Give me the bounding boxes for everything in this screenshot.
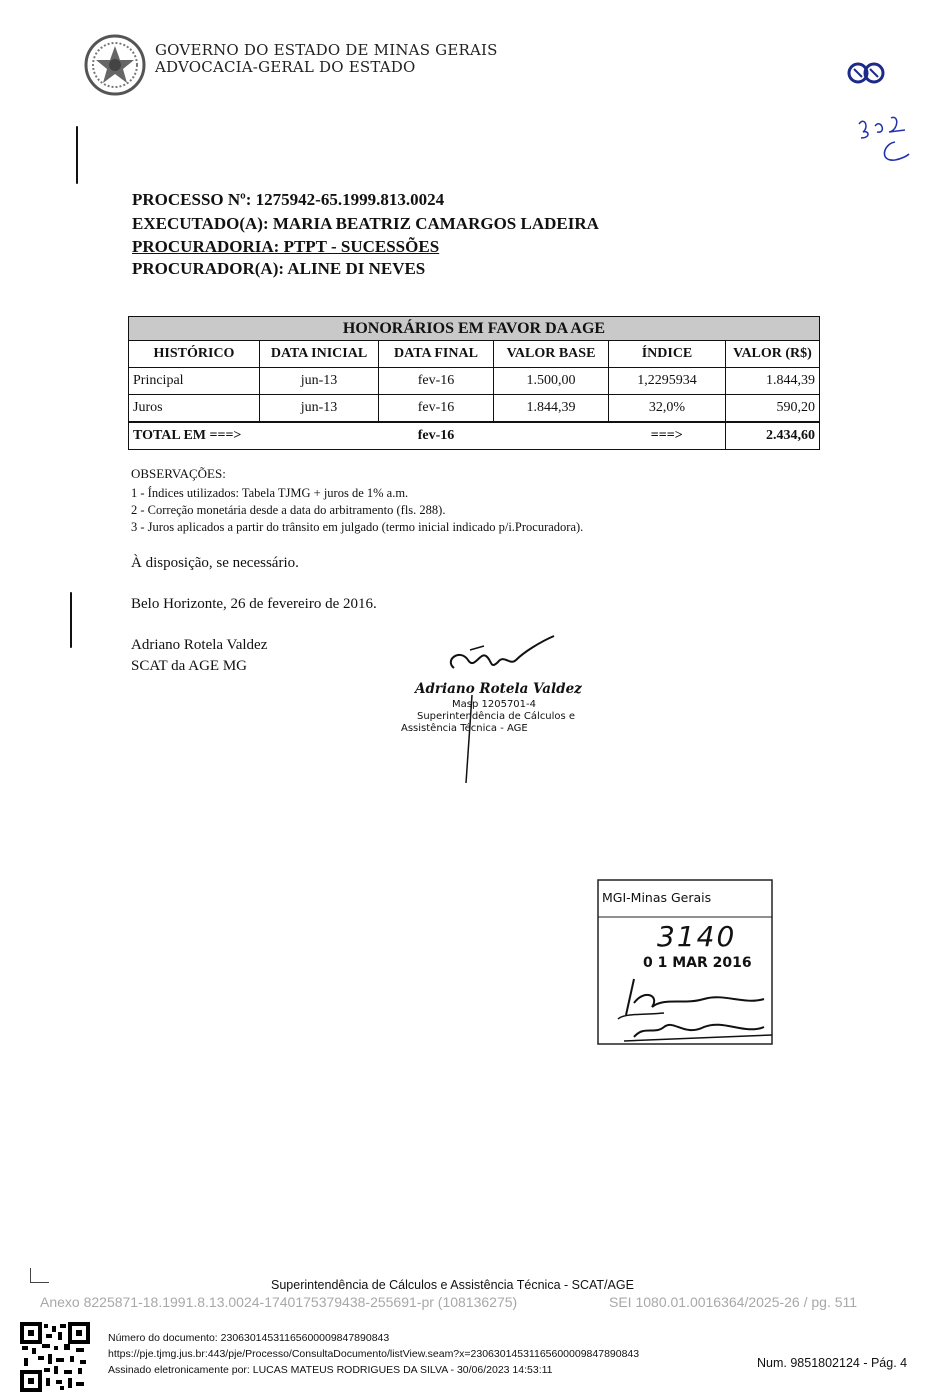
footer-annex-id: Anexo 8225871-18.1991.8.13.0024-1740175379438-255691-pr (108136275) [40, 1294, 518, 1310]
stamp-signer-name: Adriano Rotela Valdez [415, 681, 582, 697]
footer-sei-ref: SEI 1080.01.0016364/2025-26 / pg. 511 [609, 1294, 858, 1310]
total-label: TOTAL EM ===> [129, 422, 379, 450]
page-stamp-icon [846, 60, 886, 86]
cell-data-inicial: jun-13 [260, 395, 379, 423]
table-title: HONORÁRIOS EM FAVOR DA AGE [129, 317, 820, 341]
total-valor: 2.434,60 [726, 422, 820, 450]
observations-title: OBSERVAÇÕES: [131, 466, 226, 481]
process-number: PROCESSO Nº: 1275942-65.1999.813.0024 [132, 190, 445, 209]
footer-signed-by: Assinado eletronicamente por: LUCAS MATEUS RODRIGUES DA SILVA - 30/06/2023 14:53:11 [108, 1364, 553, 1376]
cell-data-final: fev-16 [379, 368, 494, 395]
table-row [129, 395, 820, 423]
handwritten-page-note-icon [855, 110, 915, 170]
header-government: GOVERNO DO ESTADO DE MINAS GERAIS [155, 41, 498, 59]
total-arrow: ===> [609, 422, 726, 450]
stamp-line-1: Superintendência de Cálculos e [417, 711, 576, 722]
qr-code-icon [20, 1322, 90, 1392]
protocol-handwritten-signature-icon [604, 975, 774, 1045]
signer-name: Adriano Rotela Valdez [131, 637, 268, 653]
total-empty [494, 422, 609, 450]
footer-doc-number: Número do documento: 23063014531165600009847890843 [108, 1332, 390, 1344]
total-data-final: fev-16 [379, 422, 494, 450]
signer-role: SCAT da AGE MG [131, 658, 247, 674]
column-header: ÍNDICE [609, 341, 726, 368]
margin-mark-middle [70, 592, 72, 648]
cell-indice: 32,0% [609, 395, 726, 423]
protocol-stamp-header: MGI-Minas Gerais [602, 890, 712, 905]
cell-historico: Juros [129, 395, 260, 423]
footer-page-number: Num. 9851802124 - Pág. 4 [757, 1356, 908, 1370]
cell-data-inicial: jun-13 [260, 368, 379, 395]
table-total-row [129, 422, 820, 450]
cell-valor: 590,20 [726, 395, 820, 423]
cell-indice: 1,2295934 [609, 368, 726, 395]
stamp-line-2: Assistência Técnica - AGE [401, 723, 528, 734]
observation-item: 2 - Correção monetária desde a data do arbitramento (fls. 288). [131, 503, 446, 517]
cell-valor-base: 1.500,00 [494, 368, 609, 395]
observation-item: 3 - Juros aplicados a partir do trânsito em julgado (termo inicial indicado p/i.Procuradora). [131, 520, 584, 534]
protocol-number: 3140 [657, 920, 737, 953]
cell-valor-base: 1.844,39 [494, 395, 609, 423]
signature-stroke-icon [464, 695, 476, 785]
state-seal-icon [84, 34, 146, 96]
footer-department: Superintendência de Cálculos e Assistência Técnica - SCAT/AGE [271, 1278, 634, 1292]
column-header: VALOR (R$) [726, 341, 820, 368]
footer-corner-mark [30, 1268, 49, 1283]
process-executado: EXECUTADO(A): MARIA BEATRIZ CAMARGOS LADEIRA [132, 214, 599, 233]
process-procurador: PROCURADOR(A): ALINE DI NEVES [132, 259, 426, 278]
stamp-masp: Masp 1205701-4 [452, 699, 536, 710]
fees-table [128, 316, 820, 450]
column-header: DATA INICIAL [260, 341, 379, 368]
table-header-row [129, 341, 820, 368]
protocol-date: 0 1 MAR 2016 [643, 955, 752, 971]
cell-data-final: fev-16 [379, 395, 494, 423]
header-agency: ADVOCACIA-GERAL DO ESTADO [155, 58, 416, 76]
place-date: Belo Horizonte, 26 de fevereiro de 2016. [131, 596, 377, 612]
column-header: HISTÓRICO [129, 341, 260, 368]
column-header: DATA FINAL [379, 341, 494, 368]
cell-historico: Principal [129, 368, 260, 395]
margin-mark-top [76, 126, 78, 184]
observation-item: 1 - Índices utilizados: Tabela TJMG + juros de 1% a.m. [131, 486, 409, 500]
footer-doc-url[interactable]: https://pje.tjmg.jus.br:443/pje/Processo/ConsultaDocumento/listView.seam?x=23063014531165600009847890843 [108, 1348, 640, 1360]
column-header: VALOR BASE [494, 341, 609, 368]
table-title-row [129, 317, 820, 341]
cell-valor: 1.844,39 [726, 368, 820, 395]
process-procuradoria: PROCURADORIA: PTPT - SUCESSÕES [132, 237, 440, 256]
table-row [129, 368, 820, 395]
disposition-text: À disposição, se necessário. [131, 555, 299, 571]
